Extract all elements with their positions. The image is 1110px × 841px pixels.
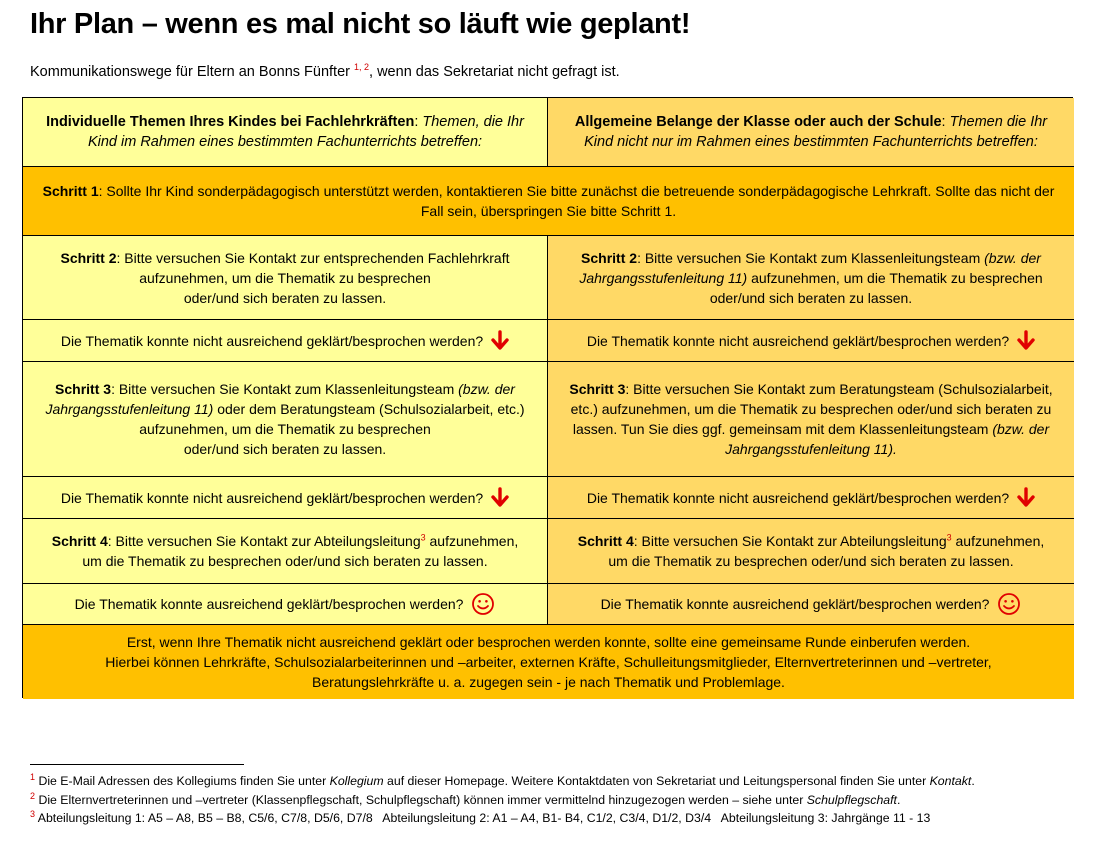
step3-left-text: : Bitte versuchen Sie Kontakt zum Klassenleitungsteam [111, 381, 455, 397]
step2-right-italic: (bzw. der Jahrgangsstufenleitung 11) [579, 249, 1041, 286]
step4-right-text: : Bitte versuchen Sie Kontakt zur Abteilungsleitung [633, 533, 947, 549]
final-line1: Erst, wenn Ihre Thematik nicht ausreichend geklärt oder besprochen werden konnte, sollte eine gemeinsame Runde einberufen werden. [126, 634, 971, 650]
step4-left-label: Schritt 4 [51, 533, 108, 549]
step4-right [548, 519, 1074, 584]
arrow-down-icon [1017, 487, 1035, 509]
footnote-ref-3: 3 [420, 532, 426, 543]
header-right-desc: Themen die Ihr Kind nicht nur im Rahmen eines bestimmten Fachunterrichts betreffen: [584, 114, 1048, 150]
footnote-2-end: . [896, 793, 901, 807]
footnote-1-link-kontakt: Kontakt [929, 774, 972, 788]
step2-left-text2: oder/und sich beraten zu lassen. [183, 289, 387, 306]
resolved-right [548, 584, 1074, 625]
not-resolved-right-1 [548, 320, 1074, 362]
step3-right-label: Schritt 3 [569, 381, 626, 397]
step3-left-text3: oder/und sich beraten zu lassen. [183, 441, 387, 457]
resolved-text: Die Thematik konnte ausreichend geklärt/besprochen werden? [600, 596, 990, 612]
step1-label: Schritt 1 [42, 183, 99, 199]
step1-cell [23, 167, 1074, 236]
subtitle [30, 64, 620, 80]
subtitle-text: Kommunikationswege für Eltern an Bonns Fünfter [30, 64, 350, 80]
header-right-title: Allgemeine Belange der Klasse oder auch der Schule [574, 114, 942, 130]
not-resolved-text: Die Thematik konnte nicht ausreichend geklärt/besprochen werden? [60, 489, 484, 506]
footnote-2-link-schulpflegschaft: Schulpflegschaft [806, 793, 897, 807]
not-resolved-right-2 [548, 477, 1074, 519]
step2-right-text3: oder/und sich beraten zu lassen. [709, 289, 913, 306]
arrow-down-icon [491, 487, 509, 509]
footnote-ref-3: 3 [946, 532, 952, 543]
step1-text: : Sollte Ihr Kind sonderpädagogisch unterstützt werden, kontaktieren Sie bitte zunächst die betreuende sonderpädagogische Lehrkraft. Sollte das nicht der Fall sein, überspringen Sie bitte Schritt 1. [98, 183, 1055, 219]
not-resolved-left-1 [23, 320, 548, 362]
step3-left-text2: oder dem Beratungsteam (Schulsozialarbeit, etc.) aufzunehmen, um die Thematik zu besprechen [139, 401, 525, 437]
footnote-2-text: Die Elternvertreterinnen und –vertreter (Klassenpflegschaft, Schulpflegschaft) können immer vermittelnd hinzugezogen werden – siehe unter [38, 793, 804, 807]
step2-left-label: Schritt 2 [60, 249, 117, 266]
resolved-left [23, 584, 548, 625]
footnote-1-text2: auf dieser Homepage. Weitere Kontaktdaten von Sekretariat und Leitungspersonal finden Sie unter [387, 774, 927, 788]
footnote-1-link-kollegium: Kollegium [329, 774, 384, 788]
step4-right-label: Schritt 4 [577, 533, 634, 549]
step4-left-text: : Bitte versuchen Sie Kontakt zur Abteilungsleitung [107, 533, 421, 549]
not-resolved-text: Die Thematik konnte nicht ausreichend geklärt/besprochen werden? [60, 332, 484, 349]
not-resolved-left-2 [23, 477, 548, 519]
step3-left-label: Schritt 3 [55, 381, 112, 397]
footnote-3-text: Abteilungsleitung 1: A5 – A8, B5 – B8, C5/6, C7/8, D5/6, D7/8 Abteilungsleitung 2: A1 – A4, B1- B4, C1/2, C3/4, D1/2, D3/4 Abteilungsleitung 3: Jahrgänge 11 - 13 [37, 811, 931, 825]
subtitle-text-end: , wenn das Sekretariat nicht gefragt ist. [369, 64, 620, 80]
arrow-down-icon [1017, 330, 1035, 352]
footnote-3-num: 3 [30, 808, 36, 819]
subtitle-footnote-ref: 1, 2 [354, 62, 370, 73]
step2-left [23, 236, 548, 320]
smiley-icon [997, 592, 1021, 616]
final-cell [23, 625, 1074, 699]
header-left-desc: Themen, die Ihr Kind im Rahmen eines bestimmten Fachunterrichts betreffen: [87, 114, 524, 150]
step2-right-label: Schritt 2 [581, 249, 638, 266]
not-resolved-text: Die Thematik konnte nicht ausreichend geklärt/besprochen werden? [586, 332, 1010, 349]
footnote-1-num: 1 [30, 771, 36, 782]
step2-left-text: : Bitte versuchen Sie Kontakt zur entsprechenden Fachlehrkraft aufzunehmen, um die Thematik zu besprechen [116, 249, 510, 286]
step4-left-text3: um die Thematik zu besprechen oder/und sich beraten zu lassen. [82, 553, 488, 569]
step4-left-text2: aufzunehmen, [429, 533, 519, 549]
header-right: Allgemeine Belange der Klasse oder auch der Schule: Themen die Ihr Kind nicht nur im Rahmen eines bestimmten Fachunterrichts betreffen: [548, 98, 1074, 167]
step3-left-italic: (bzw. der Jahrgangsstufenleitung 11) [45, 381, 515, 417]
smiley-icon [471, 592, 495, 616]
step2-right-text: : Bitte versuchen Sie Kontakt zum Klassenleitungsteam [637, 249, 981, 266]
footnote-3 [30, 808, 931, 825]
arrow-down-icon [491, 330, 509, 352]
resolved-text: Die Thematik konnte ausreichend geklärt/besprochen werden? [74, 596, 464, 612]
step3-right-italic: (bzw. der Jahrgangsstufenleitung 11). [725, 421, 1050, 457]
step4-right-text2: aufzunehmen, [955, 533, 1045, 549]
footnote-2-num: 2 [30, 790, 36, 801]
step3-left [23, 362, 548, 477]
step2-right-text2: aufzunehmen, um die Thematik zu besprechen [751, 269, 1043, 286]
final-line2: Hierbei können Lehrkräfte, Schulsozialarbeiterinnen und –arbeiter, externen Kräfte, Schulleitungsmitglieder, Elternvertreterinnen und –vertreter, [105, 654, 992, 670]
plan-table [22, 97, 1073, 698]
footnote-1-end: . [971, 774, 975, 788]
header-left: Individuelle Themen Ihres Kindes bei Fachlehrkräften: Themen, die Ihr Kind im Rahmen eines bestimmten Fachunterrichts betreffen: [23, 98, 548, 167]
header-left-title: Individuelle Themen Ihres Kindes bei Fachlehrkräften [46, 114, 415, 130]
footnote-1 [30, 771, 975, 788]
page-title: Ihr Plan – wenn es mal nicht so läuft wie geplant! [30, 8, 691, 40]
step4-left [23, 519, 548, 584]
final-line3: Beratungslehrkräfte u. a. zugegen sein - je nach Thematik und Problemlage. [312, 674, 785, 690]
footnote-1-text: Die E-Mail Adressen des Kollegiums finden Sie unter [38, 774, 327, 788]
footnote-2 [30, 790, 901, 807]
step2-right [548, 236, 1074, 320]
footnote-divider [30, 764, 244, 765]
not-resolved-text: Die Thematik konnte nicht ausreichend geklärt/besprochen werden? [586, 489, 1010, 506]
step3-right [548, 362, 1074, 477]
step3-right-text: : Bitte versuchen Sie Kontakt zum Beratungsteam (Schulsozialarbeit, etc.) aufzunehmen, um die Thematik zu besprechen oder/und sich beraten zu lassen. Tun Sie dies ggf. gemeinsam mit dem Klassenleitungsteam [570, 381, 1053, 437]
step4-right-text3: um die Thematik zu besprechen oder/und sich beraten zu lassen. [608, 553, 1014, 569]
